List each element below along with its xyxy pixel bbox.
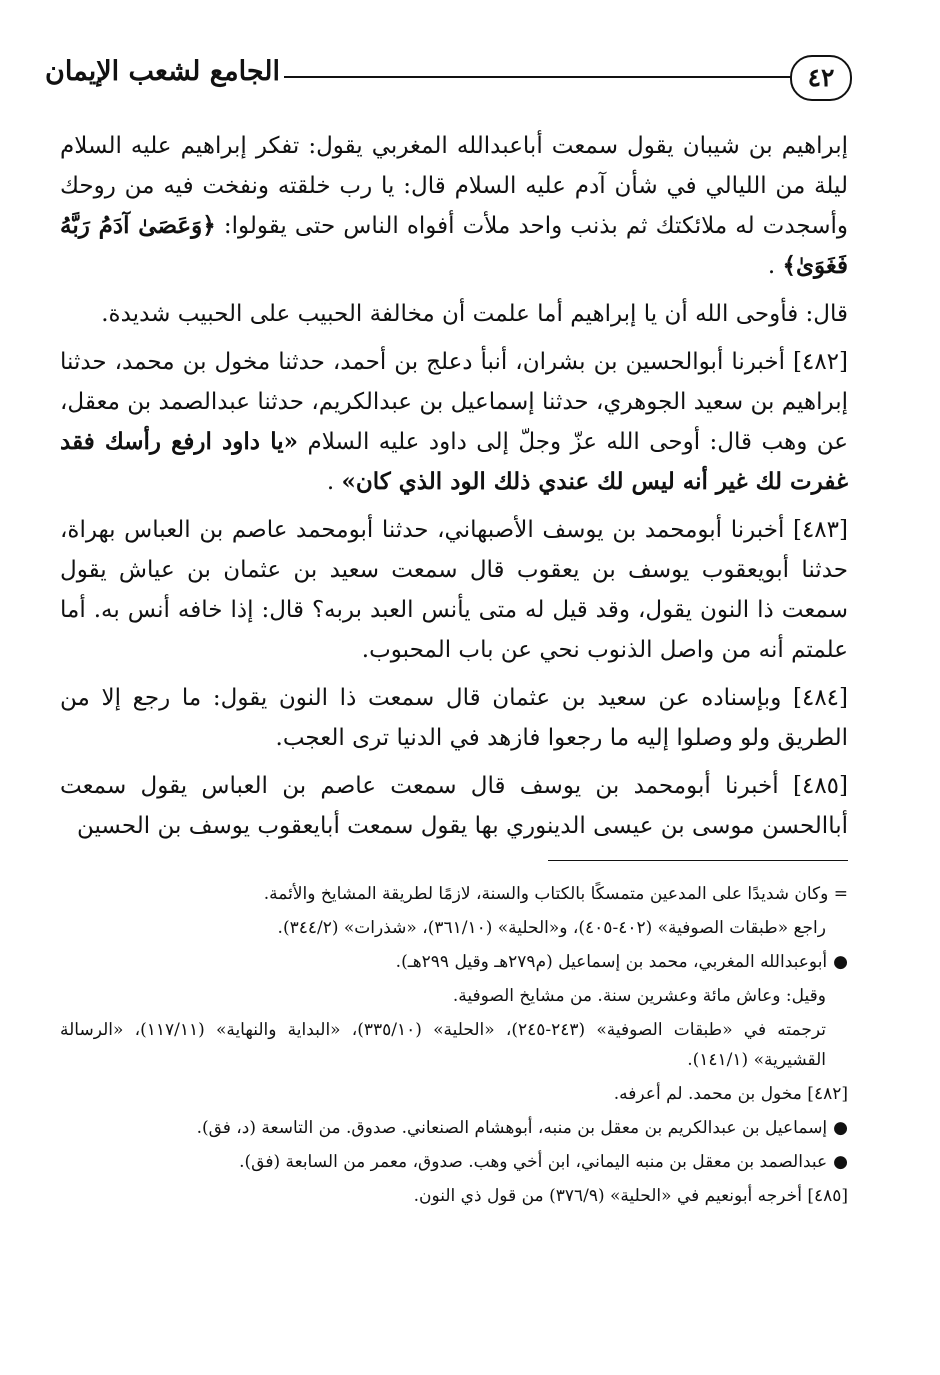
paragraph-intro-text: إبراهيم بن شيبان يقول سمعت أباعبدالله المغربي يقول: تفكر إبراهيم عليه السلام ليلة من الليالي في شأن آدم عليه السلام قال: يا رب خلقته ونفخت فيه من روحك وأسجدت له ملائكتك ثم بذنب واحد ملأت أفواه الناس حتى يقولوا: <box>60 133 849 239</box>
hadith-number: [٤٨٣] <box>792 517 848 543</box>
hadith-text: أخبرنا أبومحمد بن يوسف الأصبهاني، حدثنا أبومحمد عاصم بن العباس بهراة، حدثنا أبويعقوب يوسف بن يعقوب قال سمعت سعيد بن عثمان بن عياش يقول سمعت ذا النون يقول، وقد قيل له متى يأنس العبد بربه؟ قال: إذا خافه أنس به. أما علمتم أنه من واصل الذنوب نحي عن باب المحبوب. <box>60 517 848 663</box>
footnotes <box>60 879 848 1211</box>
footnote-text: أبوعبدالله المغربي، محمد بن إسماعيل (م٢٧٩هـ وقيل ٢٩٩هـ). <box>395 952 828 972</box>
hadith-number: [٤٨٥] <box>792 773 849 799</box>
footnote-text: إسماعيل بن عبدالكريم بن معقل بن منبه، أبوهشام الصنعاني. صدوق. من التاسعة (د، فق). <box>196 1118 828 1138</box>
book-title: الجامع لشعب الإيمان <box>45 56 280 87</box>
footnote-line: وقيل: وعاش مائة وعشرين سنة. من مشايخ الصوفية. <box>452 986 826 1006</box>
footnote-line: [٤٨٢] مخول بن محمد. لم أعرفه. <box>613 1084 848 1104</box>
hadith-number: [٤٨٤] <box>792 685 849 711</box>
paragraph-intro <box>60 126 848 286</box>
footnote-line: ترجمته في «طبقات الصوفية» (٢٤٣-٢٤٥)، «الحلية» (٣٣٥/١٠)، «البداية والنهاية» (١١٧/١١)، «الرسالة القشيرية» (١٤١/١). <box>60 1020 826 1070</box>
header-rule <box>284 76 792 78</box>
paragraph-revelation-text: قال: فأوحى الله أن يا إبراهيم أما علمت أن مخالفة الحبيب على الحبيب شديدة. <box>101 301 848 327</box>
footnote-text: عبدالصمد بن معقل بن منبه اليماني، ابن أخي وهب. صدوق، معمر من السابعة (فق). <box>239 1152 828 1172</box>
hadith-482 <box>60 342 848 502</box>
footnote-divider <box>548 860 848 861</box>
footnote-bullet-line <box>60 947 848 977</box>
hadith-quote: «يا داود ارفع رأسك فقد غفرت لك غير أنه ليس لك عندي ذلك الود الذي كان» <box>60 428 848 495</box>
paragraph-intro-end: . <box>767 253 776 279</box>
footnote-line: راجع «طبقات الصوفية» (٤٠٢-٤٠٥)، و«الحلية» (٣٦١/١٠)، «شذرات» (٣٤٤/٢). <box>277 918 826 938</box>
main-text <box>60 126 848 846</box>
bullet-icon: ● <box>833 952 848 972</box>
hadith-number: [٤٨٢] <box>792 349 849 375</box>
footnote-line: = وكان شديدًا على المدعين متمسكًا بالكتاب والسنة، لازمًا لطريقة المشايخ والأئمة. <box>263 884 848 904</box>
bullet-icon: ● <box>833 1152 848 1172</box>
footnote-bullet-line <box>60 1147 848 1177</box>
footnote-line: [٤٨٥] أخرجه أبونعيم في «الحلية» (٣٧٦/٩) من قول ذي النون. <box>413 1186 848 1206</box>
hadith-485 <box>60 766 848 846</box>
page-header <box>45 40 848 110</box>
hadith-text: أخبرنا أبوالحسين بن بشران، أنبأ دعلج بن أحمد، حدثنا مخول بن محمد، حدثنا إبراهيم بن سعيد الجوهري، حدثنا إسماعيل بن عبدالكريم، حدثنا عبدالصمد بن معقل، عن وهب قال: أوحى الله عزّ وجلّ إلى داود عليه السلام <box>60 349 848 455</box>
hadith-text: وبإسناده عن سعيد بن عثمان قال سمعت ذا النون يقول: ما رجع إلا من الطريق ولو وصلوا إليه ما رجعوا فازهد في الدنيا ترى العجب. <box>60 685 848 751</box>
hadith-484 <box>60 678 848 758</box>
hadith-end: . <box>326 469 335 495</box>
hadith-483 <box>60 510 848 670</box>
bullet-icon: ● <box>833 1118 848 1138</box>
hadith-text: أخبرنا أبومحمد بن يوسف قال سمعت عاصم بن العباس يقول سمعت أباالحسن موسى بن عيسى الدينوري بها يقول سمعت أبايعقوب يوسف بن الحسين <box>60 773 848 839</box>
quran-verse: ﴿وَعَصَىٰ آدَمُ رَبَّهُ فَغَوَىٰ﴾ <box>60 212 848 279</box>
page-number: ٤٢ <box>790 55 852 101</box>
book-page <box>45 40 849 1355</box>
footnote-bullet-line <box>60 1113 848 1143</box>
paragraph-revelation <box>60 294 848 334</box>
